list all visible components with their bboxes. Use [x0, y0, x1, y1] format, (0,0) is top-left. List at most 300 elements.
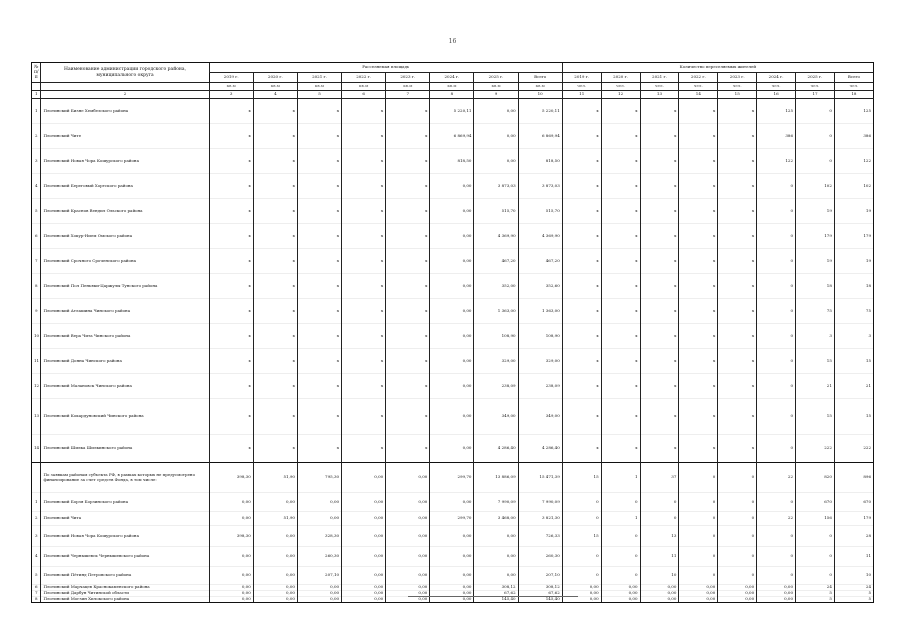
- count-cell: х: [562, 224, 601, 249]
- row-name: Плотинский Борзя Борзинского района: [41, 493, 209, 512]
- header-unit-count: чел.: [718, 83, 757, 91]
- count-cell: х: [640, 149, 679, 174]
- header-column-number: 14: [679, 91, 718, 99]
- count-cell: 0: [796, 99, 835, 124]
- count-cell: х: [601, 199, 640, 224]
- row-name: Плотинский Дарбун Читинской области: [41, 591, 209, 597]
- area-cell: 0,00: [386, 526, 430, 547]
- count-cell: х: [679, 374, 718, 399]
- header-column-number: 12: [601, 91, 640, 99]
- count-cell: х: [640, 99, 679, 124]
- area-cell: х: [386, 274, 430, 299]
- count-cell: 0: [757, 399, 796, 435]
- count-cell: 15: [562, 463, 601, 493]
- count-cell: 15: [834, 349, 873, 374]
- header-unit-count: чел.: [562, 83, 601, 91]
- count-cell: 179: [834, 224, 873, 249]
- count-cell: х: [562, 149, 601, 174]
- area-cell: 0,00: [386, 591, 430, 597]
- area-cell: х: [209, 435, 253, 463]
- area-cell: 0,00: [209, 585, 253, 591]
- area-cell: 0,00: [474, 124, 518, 149]
- row-number: 11: [32, 349, 41, 374]
- count-cell: х: [601, 435, 640, 463]
- area-cell: 0,00: [253, 567, 297, 585]
- count-cell: 179: [796, 224, 835, 249]
- header-year-count: Всего: [834, 73, 873, 83]
- count-cell: х: [562, 299, 601, 324]
- count-cell: 75: [796, 299, 835, 324]
- resettlement-table: [31, 62, 874, 603]
- area-cell: 0,00: [474, 99, 518, 124]
- count-cell: 15: [834, 399, 873, 435]
- count-cell: 0: [718, 463, 757, 493]
- area-cell: 0,00: [430, 435, 474, 463]
- area-cell: 0,00: [386, 567, 430, 585]
- header-unit-area: кв.м: [253, 83, 297, 91]
- count-cell: 0: [757, 567, 796, 585]
- row-name: Плотинский Хокур-Нием Омского района: [41, 224, 209, 249]
- header-year-count: 2019 г.: [562, 73, 601, 83]
- count-cell: 0: [757, 199, 796, 224]
- area-cell: х: [386, 399, 430, 435]
- area-cell: 0,00: [253, 526, 297, 547]
- area-cell: 0,00: [430, 299, 474, 324]
- table-row: [32, 249, 874, 274]
- row-name: Плотинский Новая Чора Кошурского района: [41, 526, 209, 547]
- count-cell: 0: [679, 547, 718, 567]
- area-cell: х: [297, 324, 341, 349]
- area-cell: х: [209, 399, 253, 435]
- count-cell: 0,00: [718, 591, 757, 597]
- area-cell: х: [342, 374, 386, 399]
- area-cell: 0,00: [342, 493, 386, 512]
- area-cell: 818,50: [518, 149, 562, 174]
- count-cell: 0: [679, 567, 718, 585]
- count-cell: 5: [796, 591, 835, 597]
- area-cell: х: [297, 99, 341, 124]
- area-cell: х: [253, 149, 297, 174]
- area-cell: 4 369,90: [474, 224, 518, 249]
- table-row: [32, 174, 874, 199]
- count-cell: 28: [834, 526, 873, 547]
- count-cell: 0: [796, 547, 835, 567]
- area-cell: х: [209, 374, 253, 399]
- header-year-count: 2025 г.: [796, 73, 835, 83]
- area-cell: х: [297, 274, 341, 299]
- count-cell: 0: [757, 374, 796, 399]
- header-unit-area: кв.м: [209, 83, 253, 91]
- area-cell: 3 873,03: [474, 174, 518, 199]
- row-name: Плотинский Малановск Чинского района: [41, 374, 209, 399]
- area-cell: х: [253, 435, 297, 463]
- row-number: [32, 463, 41, 493]
- row-name: Плотинский Пётинд Петровского района: [41, 567, 209, 585]
- header-year-area: 2024 г.: [430, 73, 474, 83]
- area-cell: 15 471,39: [518, 463, 562, 493]
- area-cell: 145,40: [474, 597, 518, 603]
- area-cell: х: [342, 274, 386, 299]
- header-column-number: 7: [386, 91, 430, 99]
- table-row: [32, 567, 874, 585]
- count-cell: х: [718, 374, 757, 399]
- area-cell: х: [342, 299, 386, 324]
- area-cell: х: [342, 99, 386, 124]
- header-year-count: 2024 г.: [757, 73, 796, 83]
- area-cell: 108,90: [474, 324, 518, 349]
- count-cell: х: [679, 149, 718, 174]
- table-row: [32, 199, 874, 224]
- count-cell: 1: [601, 463, 640, 493]
- area-cell: 0,00: [430, 249, 474, 274]
- area-cell: х: [297, 249, 341, 274]
- header-year-count: 2021 г.: [640, 73, 679, 83]
- area-cell: 207,10: [297, 567, 341, 585]
- area-cell: 0,00: [342, 547, 386, 567]
- page-number: 16: [448, 38, 457, 45]
- area-cell: 0,00: [253, 591, 297, 597]
- count-cell: 820: [796, 463, 835, 493]
- count-cell: 0: [757, 493, 796, 512]
- row-name: Плотинский Чернышевск Чернышевского района: [41, 547, 209, 567]
- area-cell: 308,12: [518, 585, 562, 591]
- count-cell: х: [640, 399, 679, 435]
- area-cell: х: [342, 399, 386, 435]
- count-cell: х: [601, 99, 640, 124]
- area-cell: х: [209, 224, 253, 249]
- area-cell: 0,00: [430, 526, 474, 547]
- header-unit-area: кв.м: [474, 83, 518, 91]
- area-cell: х: [253, 274, 297, 299]
- count-cell: х: [640, 124, 679, 149]
- count-cell: х: [562, 249, 601, 274]
- row-number: 7: [32, 249, 41, 274]
- area-cell: 726,33: [518, 526, 562, 547]
- count-cell: 0: [718, 493, 757, 512]
- count-cell: 122: [834, 149, 873, 174]
- header-unit-count: чел.: [679, 83, 718, 91]
- count-cell: 0: [601, 547, 640, 567]
- count-cell: 0: [757, 324, 796, 349]
- header-unit-count: чел.: [834, 83, 873, 91]
- count-cell: 3: [796, 324, 835, 349]
- area-cell: х: [297, 349, 341, 374]
- area-cell: х: [253, 349, 297, 374]
- count-cell: 0: [718, 567, 757, 585]
- count-cell: 0,00: [757, 585, 796, 591]
- area-cell: 7 990,09: [518, 493, 562, 512]
- header-column-number: 2: [41, 91, 209, 99]
- area-cell: 352,60: [518, 274, 562, 299]
- area-cell: 0,00: [430, 199, 474, 224]
- table-row: [32, 399, 874, 435]
- area-cell: х: [297, 299, 341, 324]
- count-cell: х: [679, 274, 718, 299]
- area-cell: 0,00: [342, 526, 386, 547]
- count-cell: 3: [834, 324, 873, 349]
- count-cell: 386: [834, 124, 873, 149]
- count-cell: 0,00: [679, 585, 718, 591]
- area-cell: 0,00: [430, 224, 474, 249]
- header-unit-count: чел.: [796, 83, 835, 91]
- count-cell: 0: [601, 526, 640, 547]
- count-cell: 18: [796, 274, 835, 299]
- area-cell: 5 220,11: [518, 99, 562, 124]
- header-column-number: 10: [518, 91, 562, 99]
- count-cell: 0: [562, 567, 601, 585]
- area-cell: 4 286,40: [474, 435, 518, 463]
- count-cell: 0,00: [718, 585, 757, 591]
- count-cell: 15: [796, 399, 835, 435]
- area-cell: 398,30: [209, 526, 253, 547]
- count-cell: х: [718, 274, 757, 299]
- table-row: [32, 463, 874, 493]
- area-cell: 0,00: [386, 585, 430, 591]
- area-cell: х: [297, 224, 341, 249]
- count-cell: 0: [757, 249, 796, 274]
- count-cell: 10: [640, 567, 679, 585]
- row-number: 5: [32, 199, 41, 224]
- count-cell: 75: [834, 299, 873, 324]
- count-cell: 0,00: [640, 585, 679, 591]
- count-cell: х: [679, 124, 718, 149]
- count-cell: 125: [757, 99, 796, 124]
- count-cell: 21: [834, 374, 873, 399]
- area-cell: 0,00: [209, 597, 253, 603]
- area-cell: х: [386, 124, 430, 149]
- count-cell: х: [679, 399, 718, 435]
- count-cell: 0: [757, 174, 796, 199]
- header-year-area: 2021 г.: [297, 73, 341, 83]
- row-name: Плотинский Срочного Сроченского района: [41, 249, 209, 274]
- area-cell: 238,09: [474, 374, 518, 399]
- area-cell: 1 363,00: [474, 299, 518, 324]
- area-cell: 0,00: [253, 585, 297, 591]
- area-cell: 0,00: [430, 324, 474, 349]
- table-row: [32, 526, 874, 547]
- area-cell: 308,12: [474, 585, 518, 591]
- header-unit-area: кв.м: [430, 83, 474, 91]
- area-cell: х: [342, 174, 386, 199]
- area-cell: 0,00: [430, 274, 474, 299]
- area-cell: х: [209, 149, 253, 174]
- area-cell: 0,00: [430, 399, 474, 435]
- count-cell: 102: [796, 174, 835, 199]
- table-row: [32, 99, 874, 124]
- count-cell: 24: [796, 585, 835, 591]
- area-cell: 349,00: [474, 399, 518, 435]
- row-number: 6: [32, 224, 41, 249]
- count-cell: х: [640, 324, 679, 349]
- resettlement-table-container: [31, 62, 874, 603]
- area-cell: 51,90: [253, 463, 297, 493]
- footer-divider: [408, 596, 578, 597]
- count-cell: х: [562, 374, 601, 399]
- area-cell: 13 886,09: [474, 463, 518, 493]
- area-cell: х: [297, 174, 341, 199]
- area-cell: х: [386, 374, 430, 399]
- count-cell: х: [679, 224, 718, 249]
- area-cell: х: [342, 324, 386, 349]
- header-column-number: 4: [253, 91, 297, 99]
- count-cell: 0,00: [601, 591, 640, 597]
- count-cell: 5: [796, 597, 835, 603]
- area-cell: 0,00: [474, 149, 518, 174]
- header-year-area: 2022 г.: [342, 73, 386, 83]
- area-cell: х: [253, 174, 297, 199]
- area-cell: х: [297, 399, 341, 435]
- header-column-number: 6: [342, 91, 386, 99]
- count-cell: 11: [640, 547, 679, 567]
- area-cell: 0,00: [297, 512, 341, 526]
- area-cell: 467,20: [474, 249, 518, 274]
- count-cell: х: [601, 124, 640, 149]
- count-cell: х: [640, 224, 679, 249]
- header-year-count: 2020 г.: [601, 73, 640, 83]
- count-cell: 0: [679, 463, 718, 493]
- header-group-area: Расселяемая площадь: [209, 63, 562, 73]
- area-cell: х: [209, 324, 253, 349]
- count-cell: 0: [718, 547, 757, 567]
- area-cell: 0,00: [209, 591, 253, 597]
- header-unit-area: кв.м: [518, 83, 562, 91]
- area-cell: х: [342, 124, 386, 149]
- area-cell: х: [386, 349, 430, 374]
- row-number: 13: [32, 399, 41, 435]
- area-cell: 0,00: [430, 585, 474, 591]
- count-cell: 102: [834, 174, 873, 199]
- area-cell: 260,30: [297, 547, 341, 567]
- count-cell: 0: [757, 435, 796, 463]
- count-cell: 0,00: [562, 585, 601, 591]
- header-column-number: 13: [640, 91, 679, 99]
- count-cell: 0,00: [718, 597, 757, 603]
- count-cell: 0: [562, 547, 601, 567]
- count-cell: 0: [679, 526, 718, 547]
- count-cell: 386: [757, 124, 796, 149]
- row-name: Плотинский Чита: [41, 512, 209, 526]
- count-cell: х: [601, 299, 640, 324]
- area-cell: 4 286,40: [518, 435, 562, 463]
- count-cell: 0: [757, 224, 796, 249]
- area-cell: 0,00: [430, 597, 474, 603]
- count-cell: 0: [757, 547, 796, 567]
- count-cell: х: [718, 199, 757, 224]
- count-cell: х: [640, 249, 679, 274]
- count-cell: 0: [679, 493, 718, 512]
- count-cell: 0: [601, 567, 640, 585]
- header-unit-area: кв.м: [342, 83, 386, 91]
- area-cell: х: [209, 99, 253, 124]
- count-cell: 0,00: [757, 591, 796, 597]
- table-row: [32, 493, 874, 512]
- area-cell: 0,00: [297, 493, 341, 512]
- row-number: 7: [32, 591, 41, 597]
- count-cell: х: [562, 99, 601, 124]
- count-cell: х: [718, 435, 757, 463]
- area-cell: х: [342, 435, 386, 463]
- count-cell: 11: [834, 547, 873, 567]
- area-cell: х: [253, 374, 297, 399]
- area-cell: х: [253, 249, 297, 274]
- count-cell: 0: [757, 349, 796, 374]
- count-cell: 0,00: [601, 597, 640, 603]
- row-number: 1: [32, 493, 41, 512]
- area-cell: х: [297, 199, 341, 224]
- count-cell: 0: [796, 526, 835, 547]
- row-number: 12: [32, 374, 41, 399]
- count-cell: 10: [834, 567, 873, 585]
- table-row: [32, 299, 874, 324]
- count-cell: 122: [757, 149, 796, 174]
- area-cell: 0,00: [430, 374, 474, 399]
- row-name: Плотинский Краснов Вендил Ольского района: [41, 199, 209, 224]
- count-cell: х: [562, 324, 601, 349]
- area-cell: 0,00: [342, 597, 386, 603]
- row-number: 4: [32, 174, 41, 199]
- area-cell: х: [253, 299, 297, 324]
- count-cell: 0,00: [679, 597, 718, 603]
- header-column-number: 3: [209, 91, 253, 99]
- count-cell: х: [718, 124, 757, 149]
- area-cell: 0,00: [253, 597, 297, 603]
- area-cell: х: [297, 124, 341, 149]
- area-cell: х: [297, 435, 341, 463]
- count-cell: х: [601, 224, 640, 249]
- count-cell: 0: [757, 299, 796, 324]
- area-cell: 0,00: [430, 349, 474, 374]
- header-column-number: 8: [430, 91, 474, 99]
- count-cell: 0: [718, 526, 757, 547]
- count-cell: х: [562, 199, 601, 224]
- area-cell: 328,30: [297, 526, 341, 547]
- area-cell: х: [342, 249, 386, 274]
- count-cell: х: [718, 399, 757, 435]
- area-cell: х: [342, 349, 386, 374]
- area-cell: 0,00: [386, 493, 430, 512]
- row-number: 3: [32, 526, 41, 547]
- area-cell: 4 369,90: [518, 224, 562, 249]
- area-cell: х: [297, 149, 341, 174]
- header-year-area: Всего: [518, 73, 562, 83]
- header-group-count: Количество переселяемых жителей: [562, 63, 873, 73]
- count-cell: х: [562, 124, 601, 149]
- row-name: Плотинский Могзин Хилокского района: [41, 597, 209, 603]
- count-cell: 0: [679, 512, 718, 526]
- header-unit-area: кв.м: [386, 83, 430, 91]
- area-cell: 3 821,30: [518, 512, 562, 526]
- header-col-name: Наименование администрации городского района, муниципального округа: [41, 63, 209, 83]
- row-number: 9: [32, 299, 41, 324]
- count-cell: х: [640, 274, 679, 299]
- count-cell: 15: [796, 349, 835, 374]
- area-cell: 349,00: [518, 399, 562, 435]
- row-name: Плотинский Донна Чинского района: [41, 349, 209, 374]
- area-cell: 0,00: [209, 567, 253, 585]
- area-cell: 108,90: [518, 324, 562, 349]
- count-cell: х: [601, 374, 640, 399]
- table-row: [32, 435, 874, 463]
- area-cell: х: [253, 324, 297, 349]
- row-number: 2: [32, 512, 41, 526]
- count-cell: 0: [757, 274, 796, 299]
- area-cell: 0,00: [386, 463, 430, 493]
- area-cell: 329,00: [474, 349, 518, 374]
- area-cell: 0,00: [342, 512, 386, 526]
- count-cell: 19: [834, 199, 873, 224]
- area-cell: 515,70: [474, 199, 518, 224]
- area-cell: 0,00: [209, 493, 253, 512]
